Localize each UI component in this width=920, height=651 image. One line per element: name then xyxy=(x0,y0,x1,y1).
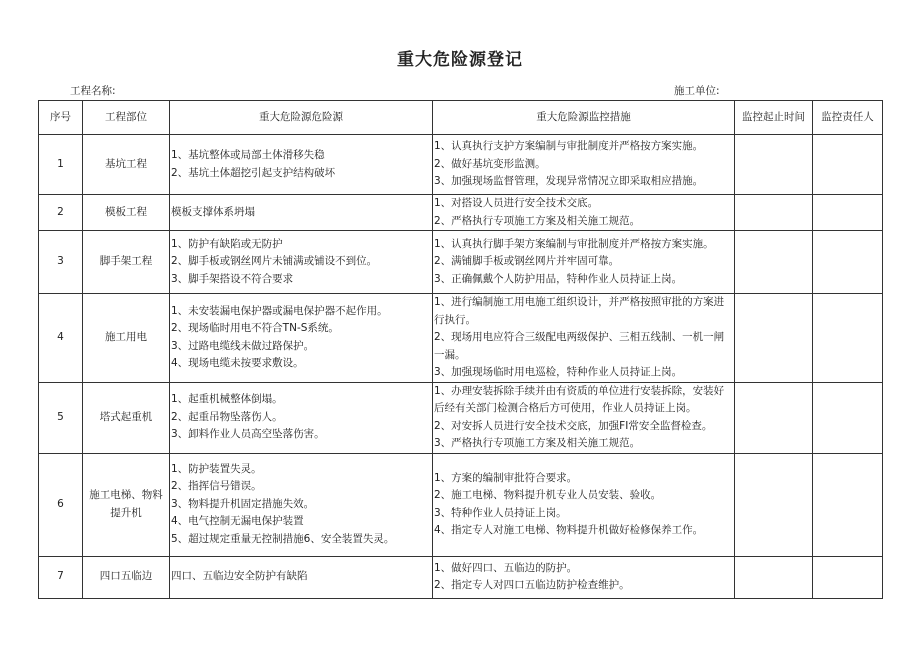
project-name-label: 工程名称: xyxy=(70,85,116,97)
measure-line: 1、进行编制施工用电施工组织设计，并严格按照审批的方案进行执行。 xyxy=(434,296,725,326)
measure-line: 2、现场用电应符合三级配电两级保护、三相五线制、一机一闸一漏。 xyxy=(434,331,725,361)
hazard-line: 1、防护有缺陷或无防护 xyxy=(171,237,283,250)
hazard-line: 2、起重吊物坠落伤人。 xyxy=(171,410,283,423)
header-seq: 序号 xyxy=(39,101,83,135)
measure-line: 4、指定专人对施工电梯、物料提升机做好检修保养工作。 xyxy=(434,524,704,536)
hazard-cell xyxy=(170,294,433,383)
person-cell xyxy=(813,294,883,383)
hazard-line: 3、物料提升机固定措施失效。 xyxy=(171,497,315,510)
header-measures: 重大危险源监控措施 xyxy=(433,101,735,135)
hazard-line: 1、防护装置失灵。 xyxy=(171,462,262,475)
hazard-line: 5、超过规定重量无控制措施6、安全装置失灵。 xyxy=(171,532,395,545)
measure-line: 1、做好四口、五临边的防护。 xyxy=(434,561,578,574)
hazard-line: 3、脚手架搭设不符合要求 xyxy=(171,272,294,285)
table-row xyxy=(39,382,883,453)
part-cell: 模板工程 xyxy=(83,195,170,231)
measures-cell xyxy=(433,556,735,598)
seq-cell: 6 xyxy=(39,453,83,556)
header-person: 监控责任人 xyxy=(813,101,883,135)
table-row xyxy=(39,556,883,598)
seq-cell: 3 xyxy=(39,231,83,294)
period-cell xyxy=(735,382,813,453)
table-row xyxy=(39,453,883,556)
measure-line: 1、对搭设人员进行安全技术交底。 xyxy=(434,197,599,209)
measure-line: 3、正确佩戴个人防护用品，特种作业人员持证上岗。 xyxy=(434,272,683,285)
hazard-line: 1、未安装漏电保护器或漏电保护器不起作用。 xyxy=(171,304,388,317)
seq-cell: 5 xyxy=(39,382,83,453)
measure-line: 3、特种作业人员持证上岗。 xyxy=(434,506,567,519)
person-cell xyxy=(813,231,883,294)
table-header-row xyxy=(39,101,883,135)
table-row xyxy=(39,195,883,231)
part-cell xyxy=(83,453,170,556)
period-cell xyxy=(735,294,813,383)
table-row xyxy=(39,294,883,383)
hazard-line: 3、卸料作业人员高空坠落伤害。 xyxy=(171,428,325,441)
measure-line: 2、严格执行专项施工方案及相关施工规范。 xyxy=(434,214,641,227)
measures-cell xyxy=(433,135,735,195)
hazard-line: 4、现场电缆未按要求敷设。 xyxy=(171,357,304,370)
seq-cell: 2 xyxy=(39,195,83,231)
period-cell xyxy=(735,231,813,294)
document-title: 重大危险源登记 xyxy=(397,50,523,70)
hazard-line: 四口、五临边安全防护有缺陷 xyxy=(171,570,308,583)
measure-line: 3、严格执行专项施工方案及相关施工规范。 xyxy=(434,437,641,449)
seq-cell: 1 xyxy=(39,135,83,195)
hazard-line: 模板支撑体系坍塌 xyxy=(171,205,255,218)
person-cell xyxy=(813,195,883,231)
measure-line: 1、认真执行脚手架方案编制与审批制度并严格按方案实施。 xyxy=(434,237,714,250)
part-cell: 塔式起重机 xyxy=(83,382,170,453)
measure-line: 3、加强现场临时用电巡检，特种作业人员持证上岗。 xyxy=(434,366,683,378)
measure-line: 2、施工电梯、物料提升机专业人员安装、验收。 xyxy=(434,489,662,501)
table-row xyxy=(39,135,883,195)
measures-cell xyxy=(433,231,735,294)
hazard-line: 2、指挥信号错误。 xyxy=(171,480,262,493)
header-part: 工程部位 xyxy=(83,101,170,135)
measures-cell xyxy=(433,382,735,453)
measure-line: 1、认真执行支护方案编制与审批制度并严格按方案实施。 xyxy=(434,140,704,153)
period-cell xyxy=(735,195,813,231)
hazard-line: 1、起重机械整体倒塌。 xyxy=(171,393,283,406)
part-cell: 四口五临边 xyxy=(83,556,170,598)
hazard-line: 4、电气控制无漏电保护装置 xyxy=(171,515,304,528)
hazard-line: 3、过路电缆线未做过路保护。 xyxy=(171,339,315,352)
hazard-cell xyxy=(170,556,433,598)
period-cell xyxy=(735,135,813,195)
part-cell: 基坑工程 xyxy=(83,135,170,195)
hazard-line: 2、基坑土体超挖引起支护结构破坏 xyxy=(171,166,336,179)
measure-line: 2、指定专人对四口五临边防护检查维护。 xyxy=(434,579,630,591)
hazard-line: 2、脚手板或钢丝网片未铺满或铺设不到位。 xyxy=(171,255,378,268)
measure-line: 1、办理安装拆除手续并由有资质的单位进行安装拆除，安装好后经有关部门检测合格后方可使用，作业人员持证上岗。 xyxy=(434,384,725,414)
person-cell xyxy=(813,453,883,556)
measure-line: 1、方案的编制审批符合要求。 xyxy=(434,471,578,484)
measures-cell xyxy=(433,294,735,383)
table-row xyxy=(39,231,883,294)
hazard-register-table xyxy=(38,100,883,599)
part-cell: 施工用电 xyxy=(83,294,170,383)
header-period: 监控起止时间 xyxy=(735,101,813,135)
hazard-line: 2、现场临时用电不符合TN-S系统。 xyxy=(171,322,339,335)
hazard-cell xyxy=(170,135,433,195)
hazard-cell xyxy=(170,453,433,556)
part-label: 施工电梯、物料提升机 xyxy=(89,489,163,519)
measure-line: 3、加强现场监督管理，发现异常情况立即采取相应措施。 xyxy=(434,175,704,188)
period-cell xyxy=(735,556,813,598)
construction-unit-label: 施工单位: xyxy=(674,85,720,97)
measure-line: 2、满铺脚手板或钢丝网片并牢固可靠。 xyxy=(434,255,620,268)
person-cell xyxy=(813,556,883,598)
hazard-line: 1、基坑整体或局部土体滑移失稳 xyxy=(171,149,325,161)
hazard-cell xyxy=(170,382,433,453)
period-cell xyxy=(735,453,813,556)
measures-cell xyxy=(433,195,735,231)
seq-cell: 7 xyxy=(39,556,83,598)
hazard-cell xyxy=(170,195,433,231)
hazard-cell xyxy=(170,231,433,294)
measures-cell xyxy=(433,453,735,556)
person-cell xyxy=(813,135,883,195)
header-hazard: 重大危险源危险源 xyxy=(170,101,433,135)
measure-line: 2、做好基坑变形监测。 xyxy=(434,157,546,170)
person-cell xyxy=(813,382,883,453)
part-cell: 脚手架工程 xyxy=(83,231,170,294)
measure-line: 2、对安拆人员进行安全技术交底，加强FI常安全监督检查。 xyxy=(434,419,713,432)
seq-cell: 4 xyxy=(39,294,83,383)
